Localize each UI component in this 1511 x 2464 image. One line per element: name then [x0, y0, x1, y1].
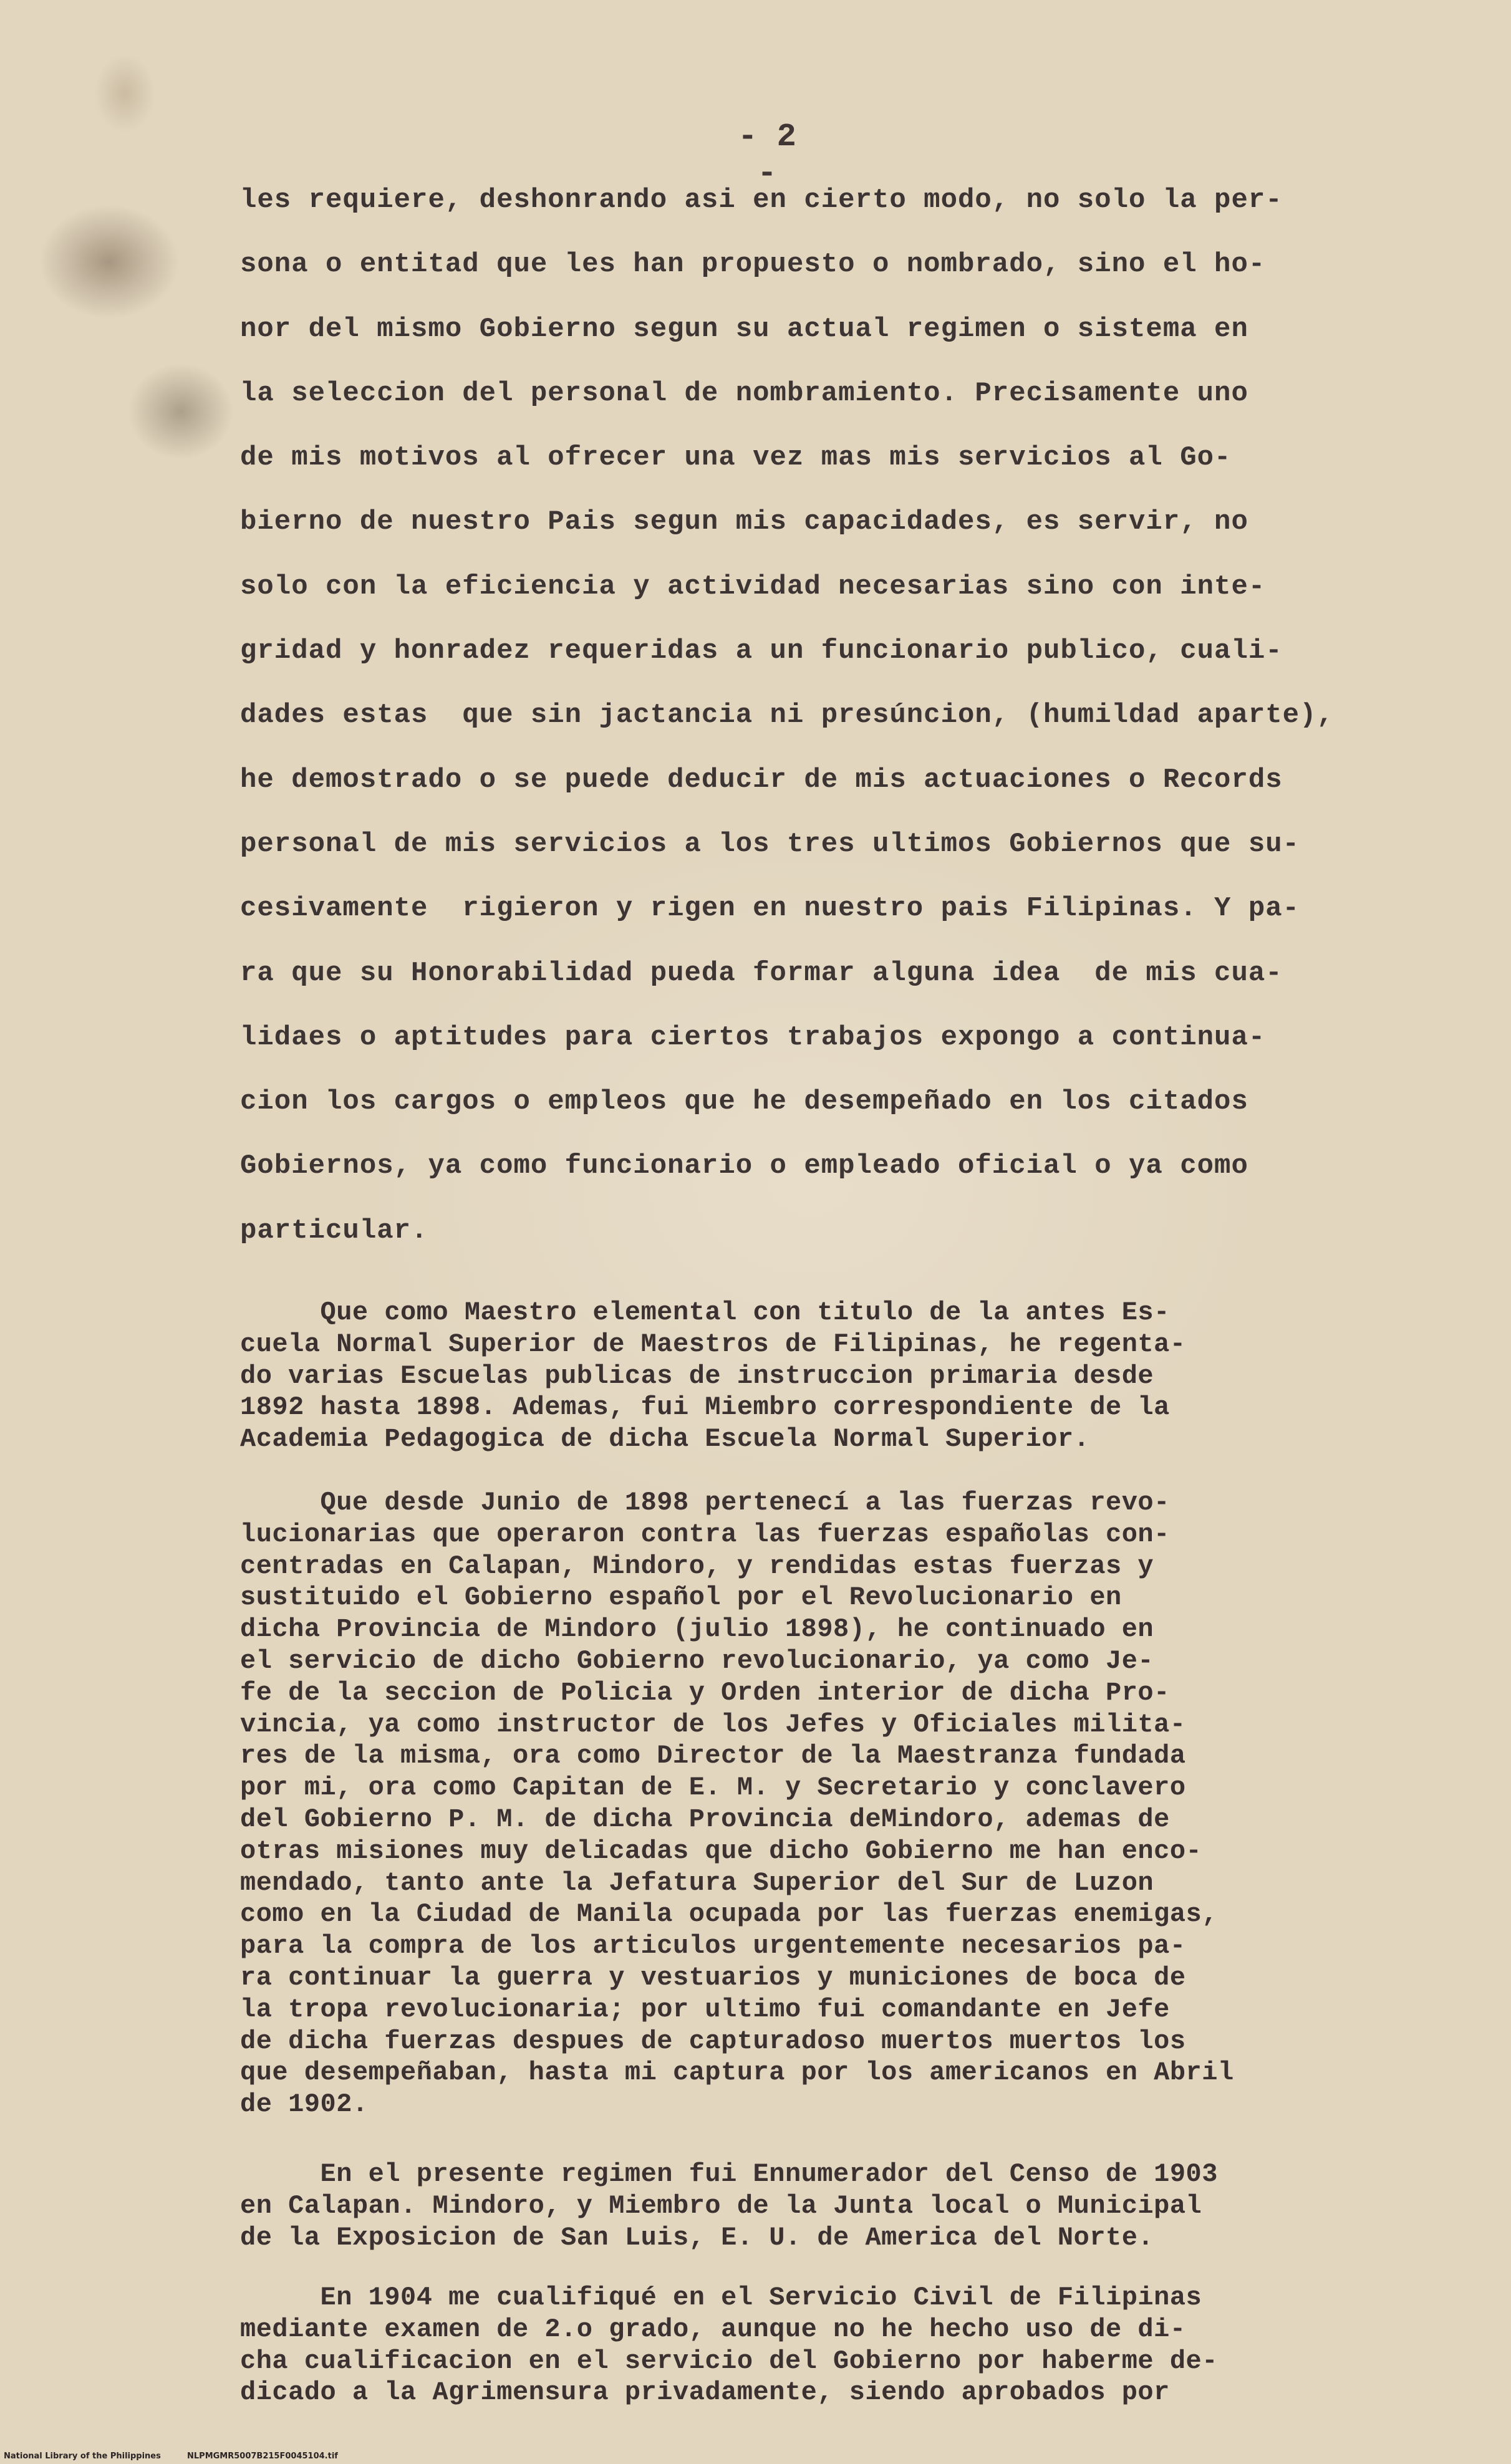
text-line: como en la Ciudad de Manila ocupada por las fuerzas enemigas, — [240, 1899, 1218, 1930]
text-line: lucionarias que operaron contra las fuerzas españolas con- — [240, 1519, 1170, 1549]
text-line: sona o entitad que les han propuesto o nombrado, sino el ho- — [240, 249, 1266, 281]
text-line: do varias Escuelas publicas de instruccion primaria desde — [240, 1360, 1154, 1391]
text-line: bierno de nuestro Pais segun mis capacidades, es servir, no — [240, 506, 1248, 538]
text-line: dades estas que sin jactancia ni presúncion, (humildad aparte), — [240, 700, 1334, 731]
text-line: Que desde Junio de 1898 pertenecí a las fuerzas revo- — [240, 1488, 1170, 1518]
text-line: otras misiones muy delicadas que dicho Gobierno me han enco- — [240, 1836, 1202, 1866]
text-line: cha cualificacion en el servicio del Gobierno por haberme de- — [240, 2346, 1218, 2376]
text-line: Que como Maestro elemental con titulo de la antes Es- — [240, 1297, 1170, 1327]
text-line: en Calapan. Mindoro, y Miembro de la Junta local o Municipal — [240, 2190, 1202, 2221]
text-line: el servicio de dicho Gobierno revolucionario, ya como Je- — [240, 1645, 1154, 1676]
text-line: del Gobierno P. M. de dicha Provincia deMindoro, ademas de — [240, 1804, 1170, 1834]
text-line: cuela Normal Superior de Maestros de Filipinas, he regenta- — [240, 1329, 1186, 1359]
text-line: por mi, ora como Capitan de E. M. y Secretario y conclavero — [240, 1773, 1186, 1803]
footer-file-name: NLPMGMR5007B215F0045104.tif — [187, 2452, 338, 2461]
paragraph-maestro — [240, 1297, 1425, 1455]
text-line: lidaes o aptitudes para ciertos trabajos expongo a continua- — [240, 1021, 1266, 1053]
text-line: la tropa revolucionaria; por ultimo fui comandante en Jefe — [240, 1994, 1170, 2024]
text-line: centradas en Calapan, Mindoro, y rendidas estas fuerzas y — [240, 1551, 1154, 1581]
text-line: mendado, tanto ante la Jefatura Superior del Sur de Luzon — [240, 1867, 1154, 1898]
archive-footer — [0, 2449, 1511, 2464]
text-line: 1892 hasta 1898. Ademas, fui Miembro correspondiente de la — [240, 1392, 1170, 1423]
text-line: personal de mis servicios a los tres ultimos Gobiernos que su- — [240, 828, 1300, 860]
text-line: En el presente regimen fui Ennumerador del Censo de 1903 — [240, 2159, 1218, 2189]
text-line: para la compra de los articulos urgentemente necesarios pa- — [240, 1931, 1186, 1961]
paragraph-revolucion — [240, 1487, 1425, 2120]
page-number: - 2 - — [738, 118, 796, 192]
text-line: Academia Pedagogica de dicha Escuela Normal Superior. — [240, 1424, 1090, 1455]
text-line: he demostrado o se puede deducir de mis actuaciones o Records — [240, 764, 1283, 796]
text-line: dicha Provincia de Mindoro (julio 1898), he continuado en — [240, 1614, 1154, 1645]
paragraph-intro — [240, 168, 1419, 1263]
text-line: de la Exposicion de San Luis, E. U. de America del Norte. — [240, 2222, 1154, 2253]
text-line: de 1902. — [240, 2089, 369, 2120]
text-line: Gobiernos, ya como funcionario o empleado oficial o ya como — [240, 1150, 1248, 1182]
text-line: ra que su Honorabilidad pueda formar alguna idea de mis cua- — [240, 957, 1283, 989]
text-line: cesivamente rigieron y rigen en nuestro pais Filipinas. Y pa- — [240, 893, 1300, 925]
text-line: ra continuar la guerra y vestuarios y municiones de boca de — [240, 1962, 1186, 1993]
text-line: vincia, ya como instructor de los Jefes y Oficiales milita- — [240, 1709, 1186, 1740]
text-line: En 1904 me cualifiqué en el Servicio Civil de Filipinas — [240, 2283, 1202, 2312]
text-line: fe de la seccion de Policia y Orden interior de dicha Pro- — [240, 1677, 1170, 1708]
text-line: de dicha fuerzas despues de capturadoso muertos muertos los — [240, 2026, 1186, 2056]
text-line: gridad y honradez requeridas a un funcionario publico, cuali- — [240, 635, 1283, 667]
paragraph-censo — [240, 2158, 1425, 2253]
paragraph-servicio-civil — [240, 2282, 1425, 2409]
text-line: res de la misma, ora como Director de la Maestranza fundada — [240, 1741, 1186, 1771]
text-line: que desempeñaban, hasta mi captura por los americanos en Abril — [240, 2057, 1234, 2088]
text-line: sustituido el Gobierno español por el Revolucionario en — [240, 1582, 1122, 1613]
text-line: particular. — [240, 1215, 428, 1246]
text-line: solo con la eficiencia y actividad necesarias sino con inte- — [240, 570, 1266, 602]
text-line: mediante examen de 2.o grado, aunque no he hecho uso de di- — [240, 2314, 1186, 2344]
footer-library-name: National Library of the Philippines — [4, 2452, 161, 2461]
text-line: les requiere, deshonrando asi en cierto modo, no solo la per- — [240, 185, 1283, 216]
text-line: dicado a la Agrimensura privadamente, siendo aprobados por — [240, 2377, 1170, 2408]
text-line: de mis motivos al ofrecer una vez mas mis servicios al Go- — [240, 442, 1232, 474]
text-line: nor del mismo Gobierno segun su actual regimen o sistema en — [240, 313, 1248, 345]
text-line: cion los cargos o empleos que he desempeñado en los citados — [240, 1086, 1248, 1118]
text-line: la seleccion del personal de nombramiento. Precisamente uno — [240, 377, 1248, 409]
